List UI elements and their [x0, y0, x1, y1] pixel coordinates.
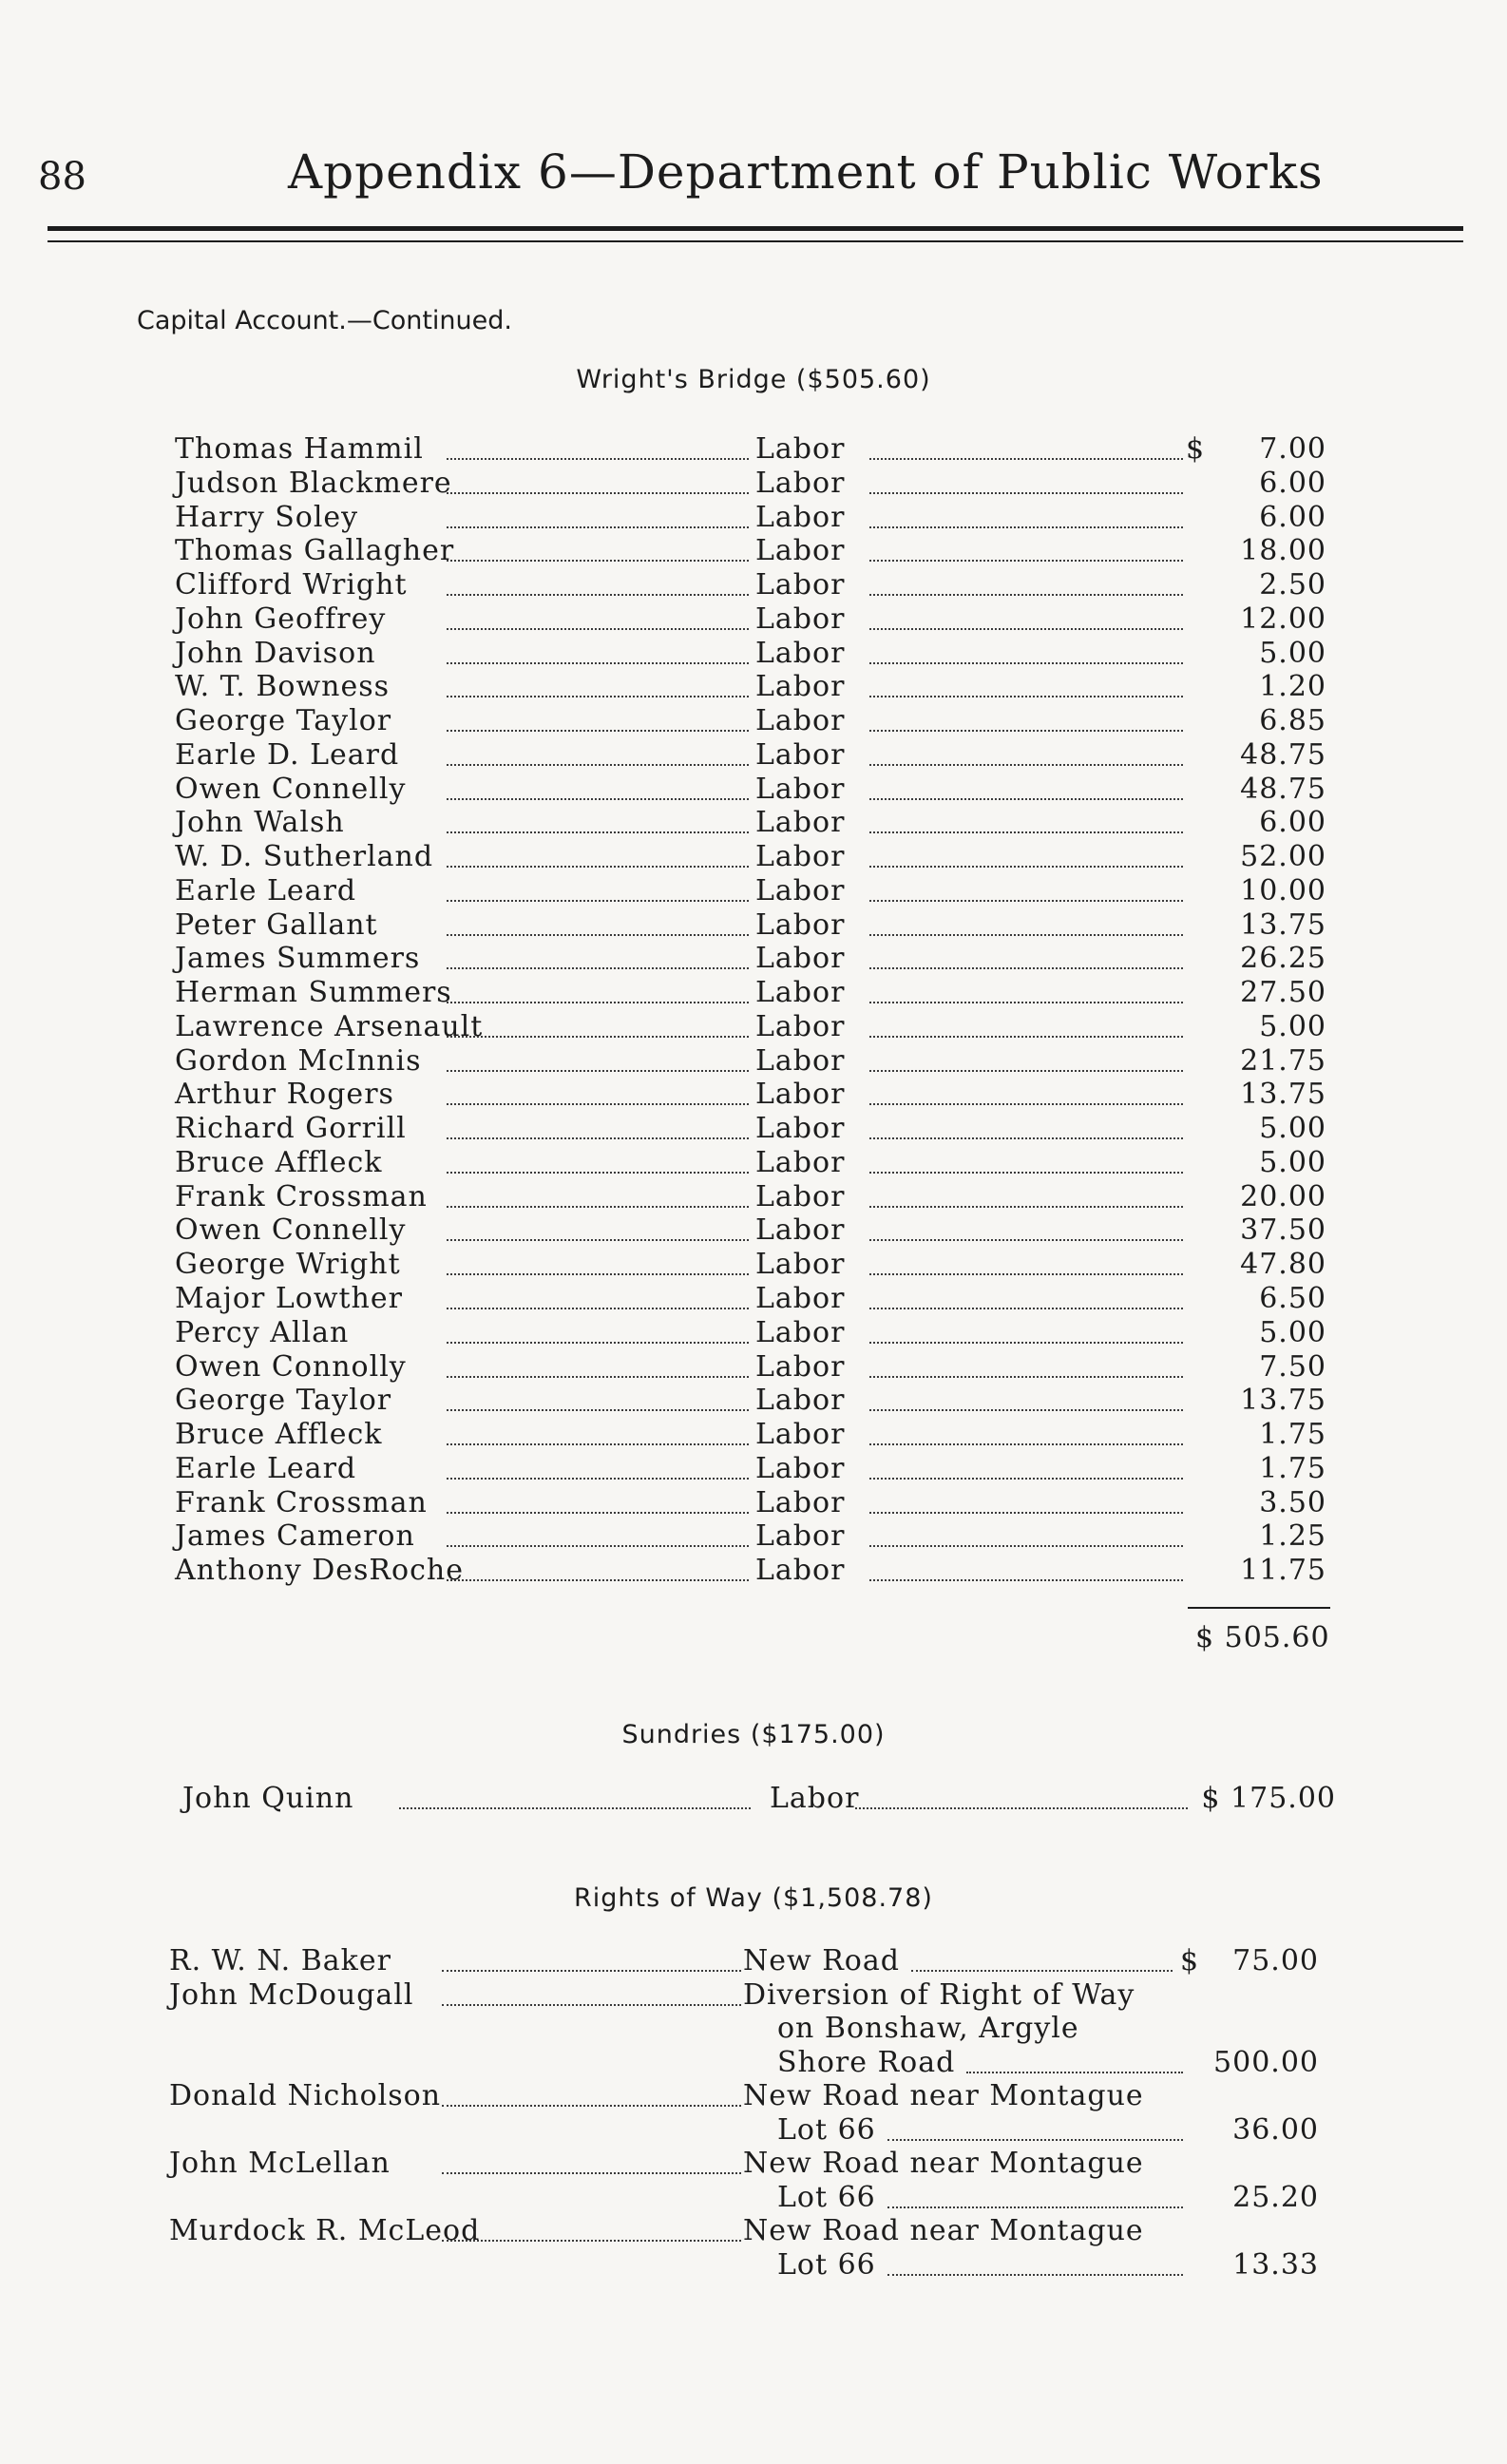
work-type: Labor — [755, 670, 846, 704]
leader-dots — [869, 1478, 1183, 1480]
leader-dots — [869, 866, 1183, 868]
leader-dots — [447, 1273, 749, 1275]
table-row — [0, 738, 1507, 773]
work-type: Labor — [755, 976, 846, 1010]
leader-dots — [447, 1376, 749, 1378]
work-type: Labor — [755, 1043, 846, 1078]
table-row — [0, 1112, 1507, 1146]
leader-dots — [447, 1579, 749, 1581]
amount: 5.00 — [1259, 636, 1326, 670]
payee-name: R. W. N. Baker — [169, 1944, 391, 1977]
leader-dots — [442, 2172, 741, 2174]
leader-dots — [447, 1308, 749, 1309]
amount: 6.85 — [1259, 704, 1326, 738]
table-row — [0, 2079, 1507, 2113]
work-type: Labor — [755, 1485, 846, 1519]
table-row-continuation — [0, 2012, 1507, 2046]
work-type: Labor — [770, 1782, 860, 1815]
leader-dots — [442, 2240, 741, 2242]
leader-dots — [447, 831, 749, 833]
leader-dots — [869, 967, 1183, 969]
payee-name: John McLellan — [169, 2147, 391, 2180]
leader-dots — [447, 1036, 749, 1038]
leader-dots — [869, 1443, 1183, 1445]
payee-name: Arthur Rogers — [175, 1078, 394, 1112]
leader-dots — [447, 1103, 749, 1105]
amount: 1.20 — [1259, 670, 1326, 704]
payee-name: George Wright — [175, 1248, 401, 1282]
leader-dots — [869, 1273, 1183, 1275]
leader-dots — [869, 696, 1183, 697]
leader-dots — [447, 967, 749, 969]
payee-name: Harry Soley — [175, 500, 359, 534]
work-type: Labor — [755, 1248, 846, 1282]
payee-name: Bruce Affleck — [175, 1145, 383, 1179]
amount: 3.50 — [1259, 1485, 1326, 1519]
amount: 5.00 — [1259, 1145, 1326, 1179]
payee-name: Richard Gorrill — [175, 1112, 407, 1146]
leader-dots — [869, 458, 1183, 460]
amount: 52.00 — [1240, 840, 1326, 874]
work-type: Labor — [755, 806, 846, 840]
leader-dots — [447, 628, 749, 630]
table-row — [0, 942, 1507, 976]
table-row — [0, 1384, 1507, 1418]
table-row — [0, 467, 1507, 501]
description-line: Lot 66 — [777, 2247, 876, 2282]
table-row — [0, 773, 1507, 807]
work-type: Labor — [755, 942, 846, 976]
leader-dots — [447, 934, 749, 936]
work-type: Labor — [755, 1418, 846, 1452]
work-type: Labor — [755, 907, 846, 942]
leader-dots — [869, 1137, 1183, 1139]
leader-dots — [447, 1545, 749, 1547]
leader-dots — [869, 730, 1183, 732]
leader-dots — [447, 560, 749, 562]
leader-dots — [869, 1342, 1183, 1344]
table-row — [0, 2214, 1507, 2248]
payee-name: Bruce Affleck — [175, 1418, 383, 1452]
work-type: Labor — [755, 534, 846, 568]
description-line: Lot 66 — [777, 2112, 876, 2147]
leader-dots — [447, 492, 749, 494]
description-line: New Road near Montague — [743, 2147, 1144, 2180]
table-row-continuation — [0, 2046, 1507, 2080]
work-type: Labor — [755, 1009, 846, 1043]
payee-name: Lawrence Arsenault — [175, 1009, 484, 1043]
amount: 47.80 — [1240, 1248, 1326, 1282]
payee-name: Owen Connelly — [175, 1213, 407, 1248]
description-line: New Road near Montague — [743, 2214, 1144, 2247]
payee-name: Thomas Hammil — [175, 432, 424, 466]
amount: 48.75 — [1240, 772, 1326, 806]
work-type: Labor — [755, 1112, 846, 1146]
table-row — [0, 1519, 1507, 1554]
leader-dots — [966, 2072, 1183, 2073]
payee-name: Herman Summers — [175, 976, 452, 1010]
payee-name: James Summers — [175, 942, 421, 976]
amount: 13.75 — [1240, 1384, 1326, 1418]
amount: 27.50 — [1240, 976, 1326, 1010]
leader-dots — [447, 730, 749, 732]
amount: 13.33 — [1232, 2247, 1319, 2282]
leader-dots — [447, 1239, 749, 1241]
leader-dots — [399, 1807, 751, 1809]
table-row — [0, 1554, 1507, 1588]
leader-dots — [869, 526, 1183, 528]
leader-dots — [911, 1970, 1173, 1972]
amount: 2.50 — [1259, 568, 1326, 602]
leader-dots — [447, 662, 749, 664]
leader-dots — [869, 1036, 1183, 1038]
leader-dots — [447, 696, 749, 697]
work-type: Labor — [755, 432, 846, 466]
table-row-continuation — [0, 2113, 1507, 2148]
payee-name: Major Lowther — [175, 1282, 403, 1315]
amount: 6.50 — [1259, 1282, 1326, 1315]
leader-dots — [447, 764, 749, 766]
work-type: Labor — [755, 636, 846, 670]
payee-name: Thomas Gallagher — [175, 534, 455, 568]
leader-dots — [869, 831, 1183, 833]
payee-name: Frank Crossman — [175, 1485, 428, 1519]
work-type: Labor — [755, 568, 846, 602]
payee-name: John Walsh — [175, 806, 345, 840]
work-type: Labor — [755, 1179, 846, 1213]
leader-dots — [869, 1239, 1183, 1241]
leader-dots — [447, 1002, 749, 1003]
leader-dots — [442, 2004, 741, 2006]
payee-name: John Quinn — [182, 1782, 354, 1815]
leader-dots — [447, 1206, 749, 1208]
table-row — [0, 908, 1507, 943]
work-type: Labor — [755, 500, 846, 534]
leader-dots — [447, 1409, 749, 1411]
leader-dots — [869, 594, 1183, 596]
payee-name: Owen Connelly — [175, 772, 407, 806]
table-row — [0, 534, 1507, 568]
amount: 18.00 — [1240, 534, 1326, 568]
table-row — [0, 637, 1507, 671]
wrights-bridge-total: $ 505.60 — [1195, 1621, 1330, 1654]
table-row — [0, 1452, 1507, 1486]
payee-name: Percy Allan — [175, 1315, 350, 1349]
leader-dots — [869, 798, 1183, 800]
table-row — [0, 568, 1507, 602]
table-row — [0, 704, 1507, 738]
description-line: Lot 66 — [777, 2180, 876, 2214]
description-line: on Bonshaw, Argyle — [777, 2012, 1079, 2045]
section-caption: Capital Account.—Continued. — [137, 306, 512, 335]
leader-dots — [869, 1103, 1183, 1105]
leader-dots — [869, 1545, 1183, 1547]
payee-name: George Taylor — [175, 1384, 392, 1418]
payee-name: Earle Leard — [175, 1451, 357, 1485]
table-row — [0, 1282, 1507, 1316]
leader-dots — [869, 662, 1183, 664]
table-row — [0, 1418, 1507, 1452]
amount: 10.00 — [1240, 873, 1326, 907]
payee-name: Murdock R. McLeod — [169, 2214, 481, 2247]
payee-name: Donald Nicholson — [169, 2079, 442, 2112]
leader-dots — [442, 1970, 741, 1972]
leader-dots — [887, 2139, 1183, 2141]
table-row — [0, 1248, 1507, 1282]
amount: 13.75 — [1240, 1078, 1326, 1112]
payee-name: Frank Crossman — [175, 1179, 428, 1213]
sundries-title: Sundries ($175.00) — [621, 1720, 886, 1749]
table-row — [0, 2147, 1507, 2181]
payee-name: Earle D. Leard — [175, 737, 400, 772]
leader-dots — [869, 1512, 1183, 1514]
table-row — [0, 602, 1507, 637]
work-type: Labor — [755, 1145, 846, 1179]
leader-dots — [869, 1070, 1183, 1072]
leader-dots — [442, 2105, 741, 2107]
amount: 5.00 — [1259, 1112, 1326, 1146]
table-row — [0, 1486, 1507, 1520]
table-row — [0, 432, 1507, 467]
table-row — [0, 1180, 1507, 1214]
amount: 5.00 — [1259, 1009, 1326, 1043]
leader-dots — [447, 1070, 749, 1072]
amount: 25.20 — [1232, 2180, 1319, 2214]
work-type: Labor — [755, 1384, 846, 1418]
amount: 7.50 — [1259, 1349, 1326, 1384]
work-type: Labor — [755, 1451, 846, 1485]
table-row — [0, 1078, 1507, 1112]
leader-dots — [887, 2206, 1183, 2208]
payee-name: John McDougall — [169, 1977, 414, 2012]
work-type: Labor — [755, 466, 846, 500]
leader-dots — [447, 900, 749, 902]
work-type: Labor — [755, 602, 846, 636]
leader-dots — [869, 1002, 1183, 1003]
table-row — [0, 874, 1507, 908]
leader-dots — [869, 764, 1183, 766]
page-title: Appendix 6—Department of Public Works — [288, 144, 1324, 200]
work-type: Labor — [755, 873, 846, 907]
amount: 11.75 — [1240, 1554, 1326, 1588]
leader-dots — [869, 1206, 1183, 1208]
payee-name: Clifford Wright — [175, 568, 408, 602]
payee-name: Peter Gallant — [175, 907, 378, 942]
leader-dots — [447, 1342, 749, 1344]
table-row — [0, 1010, 1507, 1044]
amount: 21.75 — [1240, 1043, 1326, 1078]
table-row — [0, 1213, 1507, 1248]
page-number: 88 — [38, 155, 86, 199]
table-row — [0, 1146, 1507, 1180]
description-line: Diversion of Right of Way — [743, 1977, 1135, 2012]
payee-name: James Cameron — [175, 1519, 415, 1554]
work-type: Labor — [755, 737, 846, 772]
payee-name: Judson Blackmere — [175, 466, 452, 500]
payee-name: Gordon McInnis — [175, 1043, 422, 1078]
amount: 26.25 — [1240, 942, 1326, 976]
leader-dots — [869, 900, 1183, 902]
wrights-bridge-title: Wright's Bridge ($505.60) — [576, 365, 931, 394]
amount: 7.00 — [1259, 432, 1326, 466]
payee-name: Anthony DesRoche — [175, 1554, 464, 1588]
leader-dots — [447, 1478, 749, 1480]
description-line: Shore Road — [777, 2045, 956, 2079]
amount: 75.00 — [1232, 1944, 1319, 1977]
leader-dots — [447, 1512, 749, 1514]
amount: 6.00 — [1259, 806, 1326, 840]
amount: 36.00 — [1232, 2112, 1319, 2147]
description-line: New Road near Montague — [743, 2079, 1144, 2112]
leader-dots — [447, 1172, 749, 1174]
header-rule-thin — [48, 240, 1463, 242]
leader-dots — [447, 798, 749, 800]
leader-dots — [447, 458, 749, 460]
work-type: Labor — [755, 1554, 846, 1588]
leader-dots — [869, 1409, 1183, 1411]
leader-dots — [869, 934, 1183, 936]
work-type: Labor — [755, 1349, 846, 1384]
amount: 1.75 — [1259, 1418, 1326, 1452]
amount: 37.50 — [1240, 1213, 1326, 1248]
leader-dots — [869, 1376, 1183, 1378]
work-type: Labor — [755, 840, 846, 874]
leader-dots — [887, 2274, 1183, 2276]
rights-of-way-title: Rights of Way ($1,508.78) — [574, 1883, 933, 1913]
work-type: Labor — [755, 772, 846, 806]
leader-dots — [447, 866, 749, 868]
leader-dots — [855, 1807, 1188, 1809]
table-row — [0, 1350, 1507, 1385]
amount: 6.00 — [1259, 500, 1326, 534]
leader-dots — [869, 1579, 1183, 1581]
leader-dots — [869, 1308, 1183, 1309]
payee-name: Owen Connolly — [175, 1349, 407, 1384]
table-row — [0, 1316, 1507, 1350]
work-type: Labor — [755, 704, 846, 738]
leader-dots — [869, 1172, 1183, 1174]
work-type: Labor — [755, 1315, 846, 1349]
currency-sign: $ — [1186, 432, 1206, 466]
table-row — [0, 670, 1507, 704]
amount: 1.75 — [1259, 1451, 1326, 1485]
table-row — [0, 1978, 1507, 2013]
amount: 13.75 — [1240, 907, 1326, 942]
amount: 6.00 — [1259, 466, 1326, 500]
work-type: Labor — [755, 1519, 846, 1554]
work-type: Labor — [755, 1282, 846, 1315]
leader-dots — [869, 492, 1183, 494]
work-type: Labor — [755, 1213, 846, 1248]
payee-name: W. T. Bowness — [175, 670, 390, 704]
payee-name: John Geoffrey — [175, 602, 387, 636]
table-row — [0, 806, 1507, 840]
payee-name: W. D. Sutherland — [175, 840, 434, 874]
payee-name: Earle Leard — [175, 873, 357, 907]
table-row — [0, 1044, 1507, 1079]
amount: 1.25 — [1259, 1519, 1326, 1554]
leader-dots — [869, 560, 1183, 562]
amount: 20.00 — [1240, 1179, 1326, 1213]
payee-name: John Davison — [175, 636, 376, 670]
table-row-continuation — [0, 2248, 1507, 2283]
table-row — [0, 840, 1507, 874]
leader-dots — [869, 628, 1183, 630]
leader-dots — [447, 594, 749, 596]
table-row — [0, 501, 1507, 535]
leader-dots — [447, 1137, 749, 1139]
table-row — [0, 976, 1507, 1010]
table-row — [0, 1782, 1507, 1816]
total-rule — [1188, 1607, 1330, 1609]
payee-name: George Taylor — [175, 704, 392, 738]
leader-dots — [447, 526, 749, 528]
header-rule-thick — [48, 226, 1463, 231]
amount: 5.00 — [1259, 1315, 1326, 1349]
table-row — [0, 1944, 1507, 1978]
table-row-continuation — [0, 2181, 1507, 2215]
currency-sign: $ — [1180, 1944, 1200, 1977]
work-type: Labor — [755, 1078, 846, 1112]
amount: 48.75 — [1240, 737, 1326, 772]
amount: $ 175.00 — [1201, 1782, 1336, 1815]
amount: 12.00 — [1240, 602, 1326, 636]
amount: 500.00 — [1213, 2045, 1319, 2079]
leader-dots — [447, 1443, 749, 1445]
description-line: New Road — [743, 1944, 900, 1977]
